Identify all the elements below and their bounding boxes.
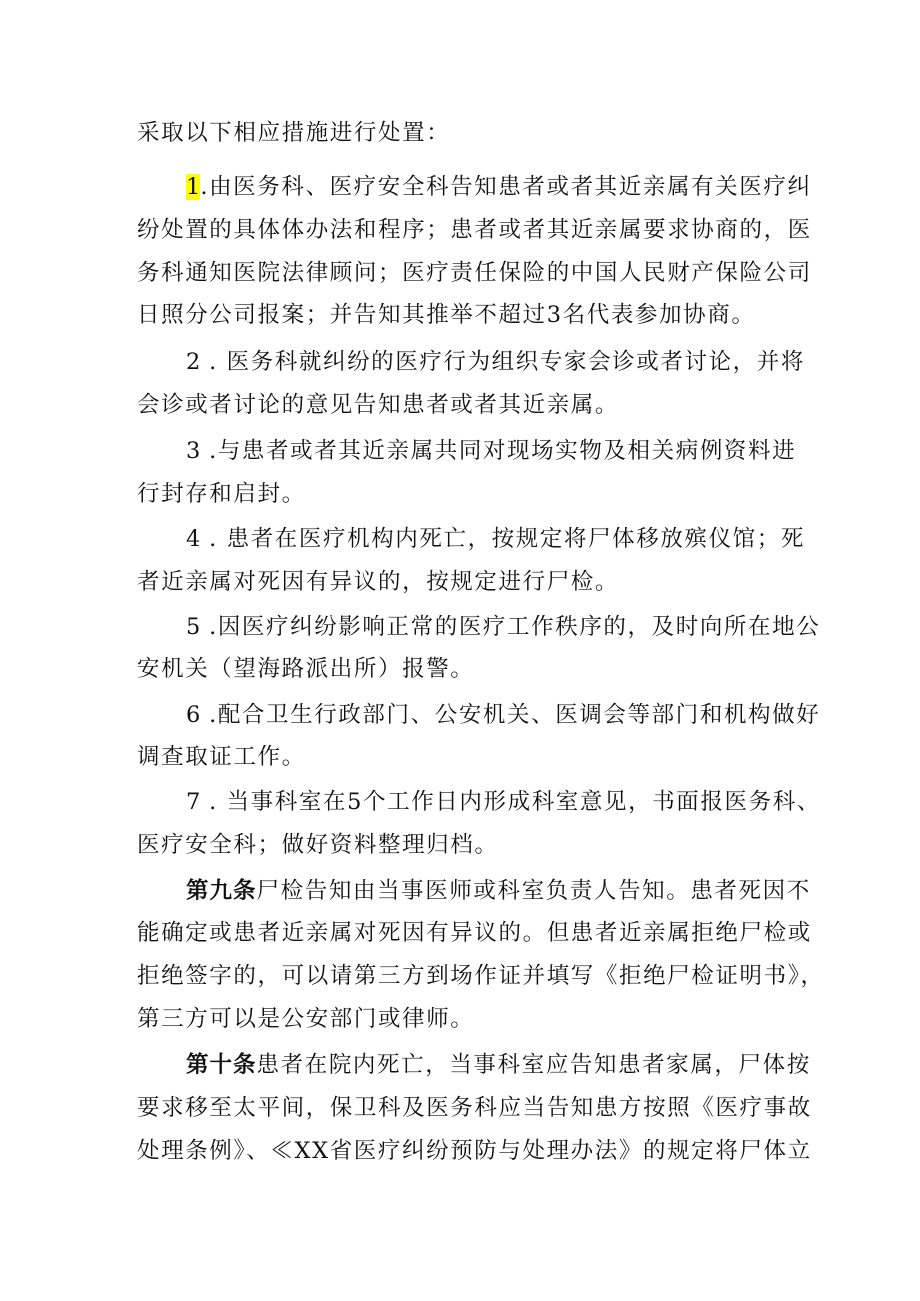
item-1-line-1 <box>0 170 920 204</box>
item-5-line-2 <box>0 652 920 686</box>
item-2-text-2: 会诊或者讨论的意见告知患者或者其近亲属。 <box>137 392 620 418</box>
item-6-line-2 <box>0 740 920 774</box>
article-9-text-4: 第三方可以是公安部门或律师。 <box>137 1006 475 1032</box>
intro-text: 采取以下相应措施进行处置： <box>137 120 451 146</box>
article-10-line-1 <box>0 1048 920 1082</box>
item-3-line-1 <box>0 434 920 468</box>
item-4-number: 4 <box>186 526 201 552</box>
item-4-text-2: 者近亲属对死因有异议的，按规定进行尸检。 <box>137 569 620 595</box>
item-4-line-1 <box>0 522 920 556</box>
item-7-line-1 <box>0 785 920 819</box>
item-2-text: . 医务科就纠纷的医疗行为组织专家会诊或者讨论，并将 <box>200 349 805 375</box>
article-9-text-2: 能确定或患者近亲属对死因有异议的。但患者近亲属拒绝尸检或 <box>137 920 812 946</box>
item-6-text: .配合卫生行政部门、公安机关、医调会等部门和机构做好 <box>200 702 821 728</box>
article-10-text-2: 要求移至太平间，保卫科及医务科应当告知患方按照《医疗事故 <box>137 1095 812 1121</box>
intro-line <box>0 116 920 150</box>
item-1-line-2 <box>0 213 920 247</box>
article-10-text-3: 处理条例》、≪XX省医疗纠纷预防与处理办法》的规定将尸体立 <box>137 1138 812 1164</box>
item-3-number: 3 <box>186 438 201 464</box>
article-10-line-3 <box>0 1134 920 1168</box>
item-5-number: 5 <box>186 614 201 640</box>
item-4-text: . 患者在医疗机构内死亡，按规定将尸体移放殡仪馆；死 <box>200 526 805 552</box>
item-3-line-2 <box>0 477 920 511</box>
item-6-line-1 <box>0 698 920 732</box>
item-5-text-2: 安机关（望海路派出所）报警。 <box>137 656 475 682</box>
item-2-line-1 <box>0 345 920 379</box>
item-6-text-2: 调查取证工作。 <box>137 744 306 770</box>
article-10-label: 第十条 <box>186 1052 257 1078</box>
article-9-line-2 <box>0 916 920 950</box>
article-9-text-3: 拒绝签字的，可以请第三方到场作证并填写《拒绝尸检证明书》， <box>137 963 825 989</box>
article-9-line-3 <box>0 959 920 993</box>
item-7-number: 7 <box>186 789 201 815</box>
item-1-line-4 <box>0 298 920 332</box>
item-2-number: 2 <box>186 349 201 375</box>
article-9-text: 尸检告知由当事医师或科室负责人告知。患者死因不 <box>256 878 811 904</box>
item-2-line-2 <box>0 388 920 422</box>
item-7-text-2: 医疗安全科；做好资料整理归档。 <box>137 832 499 858</box>
item-7-line-2 <box>0 828 920 862</box>
item-4-line-2 <box>0 565 920 599</box>
item-1-text: .由医务科、医疗安全科告知患者或者其近亲属有关医疗纠 <box>200 174 812 200</box>
item-1-line-3 <box>0 256 920 290</box>
item-1-number: 1 <box>186 174 201 200</box>
article-10-line-2 <box>0 1091 920 1125</box>
item-1-text-2: 纷处置的具体体办法和程序；患者或者其近亲属要求协商的，医 <box>137 217 812 243</box>
article-9-line-1 <box>0 874 920 908</box>
item-7-text: . 当事科室在5个工作日内形成科室意见，书面报医务科、 <box>200 789 821 815</box>
item-3-text-2: 行封存和启封。 <box>137 481 306 507</box>
article-9-line-4 <box>0 1002 920 1036</box>
item-6-number: 6 <box>186 702 201 728</box>
item-3-text: .与患者或者其近亲属共同对现场实物及相关病例资料进 <box>200 438 797 464</box>
item-5-text: .因医疗纠纷影响正常的医疗工作秩序的，及时向所在地公 <box>200 614 821 640</box>
item-1-text-3: 务科通知医院法律顾问；医疗责任保险的中国人民财产保险公司 <box>137 260 812 286</box>
article-9-label: 第九条 <box>186 878 257 904</box>
article-10-text: 患者在院内死亡，当事科室应告知患者家属，尸体按 <box>256 1052 811 1078</box>
item-1-text-4: 日照分公司报案；并告知其推举不超过3名代表参加协商。 <box>137 302 756 328</box>
item-5-line-1 <box>0 610 920 644</box>
